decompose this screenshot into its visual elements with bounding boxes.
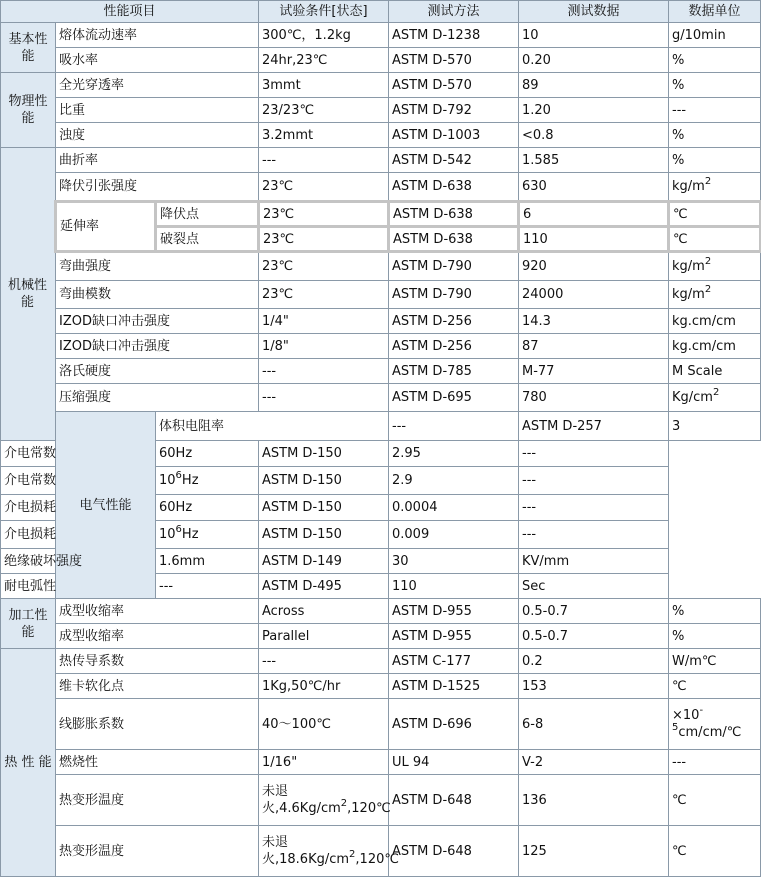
test-method: ASTM D-150 [259, 521, 389, 549]
property-name: 浊度 [56, 123, 259, 148]
test-condition: Across [259, 599, 389, 624]
test-value: 2.95 [389, 441, 519, 467]
table-row [1, 359, 761, 384]
test-method: ASTM D-570 [389, 48, 519, 73]
test-method: ASTM D-542 [389, 148, 519, 173]
test-condition: $10^6Hz$ [156, 521, 259, 549]
group-physical: 物理性能 [1, 73, 56, 148]
test-unit: % [669, 599, 761, 624]
test-value: 89 [519, 73, 669, 98]
test-method: ASTM D-149 [259, 549, 389, 574]
test-value: V-2 [519, 750, 669, 775]
table-row [1, 384, 761, 412]
test-unit: --- [519, 495, 669, 521]
group-processing: 加工性能 [1, 599, 56, 649]
test-value: 87 [519, 334, 669, 359]
table-row [1, 674, 761, 699]
test-method: ASTM D-790 [389, 281, 519, 309]
test-condition: $10^6Hz$ [156, 467, 259, 495]
test-unit: Sec [519, 574, 669, 599]
test-condition: 1/4" [259, 309, 389, 334]
test-method: ASTM D-638 [389, 227, 519, 252]
group-mechanical: 机械性能 [1, 148, 56, 441]
property-name: 热变形温度 [56, 826, 259, 877]
test-condition: --- [259, 148, 389, 173]
property-name: 吸水率 [56, 48, 259, 73]
test-value: 920 [519, 252, 669, 281]
test-condition: 1/16" [259, 750, 389, 775]
sub-property-name: 破裂点 [156, 227, 259, 252]
test-unit: % [669, 73, 761, 98]
table-row [1, 624, 761, 649]
test-unit: $Kg/cm^2$ [669, 384, 761, 412]
test-method: ASTM D-1238 [389, 23, 519, 48]
table-row [1, 574, 761, 599]
table-row [1, 173, 761, 202]
table-row [1, 309, 761, 334]
property-name: IZOD缺口冲击强度 [56, 334, 259, 359]
test-value: <0.8 [519, 123, 669, 148]
test-condition: 40～100℃ [259, 699, 389, 750]
test-value: 14.3 [519, 309, 669, 334]
table-row [1, 281, 761, 309]
test-unit: KV/mm [519, 549, 669, 574]
property-name: 比重 [56, 98, 259, 123]
test-value: 0.5-0.7 [519, 624, 669, 649]
header-method: 测试方法 [389, 1, 519, 23]
property-name: 压缩强度 [56, 384, 259, 412]
property-name: 燃烧性 [56, 750, 259, 775]
test-unit: --- [669, 750, 761, 775]
property-name: 介电损耗 [1, 495, 156, 521]
group-thermal: 热 性 能 [1, 649, 56, 877]
test-method: ASTM D-696 [389, 699, 519, 750]
property-name: 成型收缩率 [56, 599, 259, 624]
property-name: IZOD缺口冲击强度 [56, 309, 259, 334]
test-method: ASTM D-648 [389, 775, 519, 826]
table-row [1, 334, 761, 359]
test-unit: ℃ [669, 227, 761, 252]
header-condition: 试验条件[状态] [259, 1, 389, 23]
test-value: 30 [389, 549, 519, 574]
test-unit: % [669, 148, 761, 173]
test-method: ASTM D-495 [259, 574, 389, 599]
table-row [1, 549, 761, 574]
test-method: ASTM D-1525 [389, 674, 519, 699]
test-unit: % [669, 624, 761, 649]
test-value: M-77 [519, 359, 669, 384]
sub-property-name: 降伏点 [156, 202, 259, 227]
test-method: ASTM D-648 [389, 826, 519, 877]
test-unit: ℃ [669, 202, 761, 227]
test-unit: $kg/m^2$ [669, 281, 761, 309]
test-unit: --- [519, 521, 669, 549]
table-row [1, 599, 761, 624]
test-condition: 23/23℃ [259, 98, 389, 123]
test-method: ASTM D-955 [389, 624, 519, 649]
property-name: 热变形温度 [56, 775, 259, 826]
test-unit: kg.cm/cm [669, 309, 761, 334]
header-row [1, 1, 761, 23]
test-condition: 1/8" [259, 334, 389, 359]
test-condition: 24hr,23℃ [259, 48, 389, 73]
table-row [1, 441, 761, 467]
group-electrical: 电气性能 [56, 412, 156, 599]
test-value: 1.585 [519, 148, 669, 173]
test-unit: --- [669, 98, 761, 123]
table-row [1, 202, 761, 227]
test-method: ASTM D-150 [259, 495, 389, 521]
test-value: 1.20 [519, 98, 669, 123]
test-value: 0.5-0.7 [519, 599, 669, 624]
test-value: 6-8 [519, 699, 669, 750]
test-method: ASTM D-256 [389, 334, 519, 359]
table-row [1, 775, 761, 826]
test-value: 2.9 [389, 467, 519, 495]
table-row [1, 649, 761, 674]
test-unit: kg.cm/cm [669, 334, 761, 359]
test-value: 0.0004 [389, 495, 519, 521]
test-condition: 60Hz [156, 495, 259, 521]
property-name: 成型收缩率 [56, 624, 259, 649]
test-value: 10 [519, 23, 669, 48]
test-unit: --- [519, 441, 669, 467]
test-value: 136 [519, 775, 669, 826]
test-value: 0.2 [519, 649, 669, 674]
test-method: ASTM D-638 [389, 202, 519, 227]
table-row [1, 48, 761, 73]
test-value: 780 [519, 384, 669, 412]
test-method: ASTM D-150 [259, 467, 389, 495]
test-method: ASTM D-955 [389, 599, 519, 624]
test-unit: % [669, 123, 761, 148]
test-condition: 未退火$,18.6Kg/cm^2,120℃$ [259, 826, 389, 877]
table-row [1, 521, 761, 549]
test-unit: ℃ [669, 674, 761, 699]
test-method: ASTM D-1003 [389, 123, 519, 148]
test-condition: --- [259, 649, 389, 674]
test-condition: 23℃ [259, 281, 389, 309]
test-unit: $kg/m^2$ [669, 173, 761, 202]
test-condition: 1Kg,50℃/hr [259, 674, 389, 699]
test-value: 110 [519, 227, 669, 252]
test-method: ASTM D-256 [389, 309, 519, 334]
test-unit: ℃ [669, 826, 761, 877]
property-name: 弯曲模数 [56, 281, 259, 309]
test-condition: Parallel [259, 624, 389, 649]
table-row [1, 98, 761, 123]
test-value: 125 [519, 826, 669, 877]
table-row [1, 412, 761, 441]
test-value: 3 [669, 412, 761, 441]
property-name: 熔体流动速率 [56, 23, 259, 48]
table-row [1, 23, 761, 48]
property-name: 洛氏硬度 [56, 359, 259, 384]
test-value: 110 [389, 574, 519, 599]
test-method: ASTM D-638 [389, 173, 519, 202]
test-method: ASTM C-177 [389, 649, 519, 674]
table-row [1, 73, 761, 98]
test-unit: ℃ [669, 775, 761, 826]
test-condition: 23℃ [259, 252, 389, 281]
property-name: 降伏引张强度 [56, 173, 259, 202]
table-row [1, 123, 761, 148]
property-name: 体积电阻率 [156, 412, 389, 441]
table-row [1, 750, 761, 775]
test-condition: 3.2mmt [259, 123, 389, 148]
property-name: 绝缘破坏强度 [1, 549, 156, 574]
test-condition: 23℃ [259, 173, 389, 202]
header-property: 性能项目 [1, 1, 259, 23]
property-name: 介电常数 [1, 467, 156, 495]
property-name: 弯曲强度 [56, 252, 259, 281]
test-condition: --- [389, 412, 519, 441]
test-condition: 23℃ [259, 202, 389, 227]
property-name: 线膨胀系数 [56, 699, 259, 750]
test-method: ASTM D-790 [389, 252, 519, 281]
test-method: ASTM D-570 [389, 73, 519, 98]
property-name: 热传导系数 [56, 649, 259, 674]
test-method: ASTM D-150 [259, 441, 389, 467]
table-row [1, 148, 761, 173]
test-value: 0.20 [519, 48, 669, 73]
test-method: UL 94 [389, 750, 519, 775]
test-unit: $kg/m^2$ [669, 252, 761, 281]
test-value: 0.009 [389, 521, 519, 549]
header-unit: 数据单位 [669, 1, 761, 23]
property-name: 延伸率 [56, 202, 156, 252]
table-row [1, 826, 761, 877]
property-name: 介电损耗 [1, 521, 156, 549]
test-condition: 3mmt [259, 73, 389, 98]
property-name: 维卡软化点 [56, 674, 259, 699]
test-condition: 23℃ [259, 227, 389, 252]
test-unit: g/10min [669, 23, 761, 48]
property-name: 曲折率 [56, 148, 259, 173]
table-row [1, 699, 761, 750]
test-condition: 60Hz [156, 441, 259, 467]
property-name: 介电常数 [1, 441, 156, 467]
test-method: ASTM D-257 [519, 412, 669, 441]
table-row [1, 252, 761, 281]
test-condition: --- [259, 384, 389, 412]
test-unit: W/m℃ [669, 649, 761, 674]
property-name: 全光穿透率 [56, 73, 259, 98]
group-basic: 基本性能 [1, 23, 56, 73]
test-condition: --- [156, 574, 259, 599]
test-unit: M Scale [669, 359, 761, 384]
test-condition: 未退火$,4.6Kg/cm^2,120℃$ [259, 775, 389, 826]
test-unit: % [669, 48, 761, 73]
test-value: 630 [519, 173, 669, 202]
test-condition: 300℃，1.2kg [259, 23, 389, 48]
test-value: 6 [519, 202, 669, 227]
test-method: ASTM D-792 [389, 98, 519, 123]
test-method: ASTM D-695 [389, 384, 519, 412]
test-unit: $\times 10^{-5}cm/cm/℃$ [669, 699, 761, 750]
test-method: ASTM D-785 [389, 359, 519, 384]
test-value: 24000 [519, 281, 669, 309]
test-value: 153 [519, 674, 669, 699]
table-row [1, 467, 761, 495]
test-unit: --- [519, 467, 669, 495]
property-name: 耐电弧性 [1, 574, 156, 599]
test-condition: 1.6mm [156, 549, 259, 574]
header-value: 测试数据 [519, 1, 669, 23]
test-condition: --- [259, 359, 389, 384]
